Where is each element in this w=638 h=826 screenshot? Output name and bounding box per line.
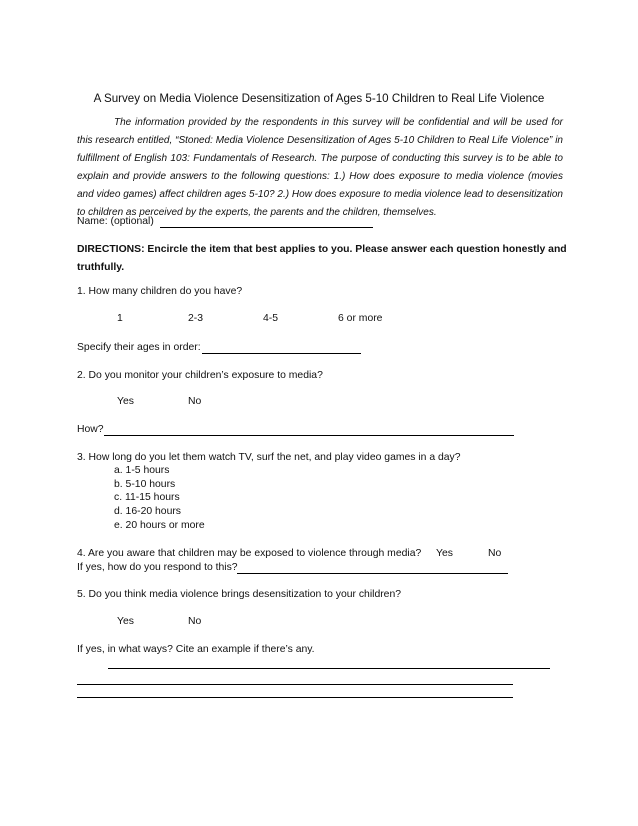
q1-followup-label: Specify their ages in order: — [77, 342, 201, 353]
q3-option-e[interactable]: e. 20 hours or more — [114, 520, 205, 531]
question-1: 1. How many children do you have? — [77, 286, 243, 297]
ages-field-line[interactable] — [202, 353, 361, 354]
intro-paragraph: The information provided by the respondents in this survey will be confidential and will be used for this research entitled, “Stoned: Media Violence Desensitization of Ages 5-10 Children to Real Life Violence” in fulfillment of English 103: Fundamentals of Research. The purpose of conducting this survey is to be able to explain and provide answers to the following questions: 1.) How does exposure to media violence (movies and video games) affect children ages 5-10? 2.) How does exposure to media violence lead to desensitization to children as perceived by the experts, the parents and the children, themselves. — [77, 117, 563, 218]
name-label: Name: (optional) — [77, 216, 154, 227]
question-3: 3. How long do you let them watch TV, surf the net, and play video games in a day? — [77, 452, 461, 463]
q1-option-1[interactable]: 1 — [117, 313, 123, 324]
q2-option-no[interactable]: No — [188, 396, 202, 407]
answer-line-1[interactable] — [108, 668, 550, 669]
q3-option-b[interactable]: b. 5-10 hours — [114, 479, 176, 490]
q5-option-no[interactable]: No — [188, 616, 202, 627]
name-field-line[interactable] — [160, 227, 373, 228]
answer-line-3[interactable] — [77, 697, 513, 698]
q1-option-6-or-more[interactable]: 6 or more — [338, 313, 383, 324]
directions-text: DIRECTIONS: Encircle the item that best applies to you. Please answer each question honestly and truthfully. — [77, 244, 567, 273]
q1-option-4-5[interactable]: 4-5 — [263, 313, 279, 324]
q5-option-yes[interactable]: Yes — [117, 616, 134, 627]
q3-option-a[interactable]: a. 1-5 hours — [114, 465, 170, 476]
question-4: 4. Are you aware that children may be exposed to violence through media? — [77, 548, 422, 559]
q1-option-2-3[interactable]: 2-3 — [188, 313, 204, 324]
answer-line-2[interactable] — [77, 684, 513, 685]
q2-followup-label: How? — [77, 424, 104, 435]
q2-option-yes[interactable]: Yes — [117, 396, 134, 407]
q4-followup-label: If yes, how do you respond to this? — [77, 562, 238, 573]
q5-followup-label: If yes, in what ways? Cite an example if there’s any. — [77, 644, 315, 655]
how-field-line[interactable] — [104, 435, 514, 436]
q3-option-d[interactable]: d. 16-20 hours — [114, 506, 182, 517]
q4-option-no[interactable]: No — [488, 548, 502, 559]
question-5: 5. Do you think media violence brings desensitization to your children? — [77, 589, 402, 600]
respond-field-line[interactable] — [237, 573, 508, 574]
q3-option-c[interactable]: c. 11-15 hours — [114, 492, 180, 503]
survey-title: A Survey on Media Violence Desensitization of Ages 5-10 Children to Real Life Violence — [93, 92, 545, 105]
q4-option-yes[interactable]: Yes — [436, 548, 453, 559]
question-2: 2. Do you monitor your children’s exposure to media? — [77, 370, 323, 381]
